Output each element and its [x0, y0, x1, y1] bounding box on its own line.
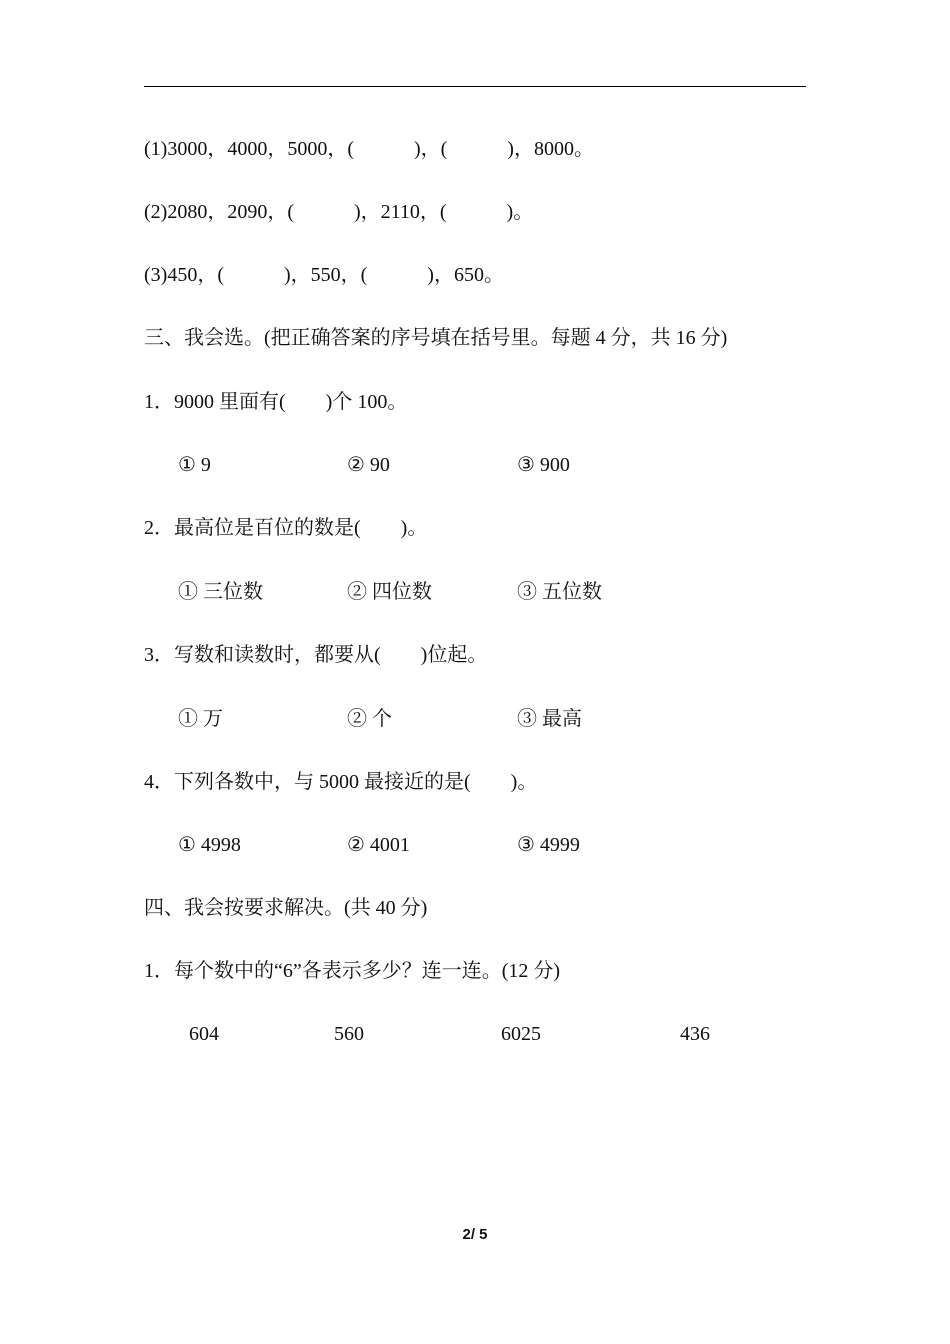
q4-option-3: ③ 4999 — [517, 834, 580, 856]
q4-option-2: ② 4001 — [347, 834, 410, 856]
q2-option-1: ① 三位数 — [178, 581, 263, 603]
q1-option-2: ② 90 — [347, 454, 390, 476]
question-3: 3．写数和读数时，都要从( )位起。 — [144, 644, 488, 666]
header-rule — [144, 86, 806, 87]
section3-heading: 三、我会选。(把正确答案的序号填在括号里。每题 4 分，共 16 分) — [144, 327, 728, 349]
q1-option-3: ③ 900 — [517, 454, 570, 476]
number-6025: 6025 — [501, 1023, 541, 1045]
q2-option-3: ③ 五位数 — [517, 581, 602, 603]
number-560: 560 — [334, 1023, 364, 1045]
number-436: 436 — [680, 1023, 710, 1045]
question-4: 4．下列各数中，与 5000 最接近的是( )。 — [144, 771, 538, 793]
page-number: 2/ 5 — [462, 1226, 488, 1243]
q4-option-1: ① 4998 — [178, 834, 241, 856]
q3-option-2: ② 个 — [347, 708, 392, 730]
section4-question-1: 1．每个数中的“6”各表示多少？连一连。(12 分) — [144, 960, 561, 982]
fill-blank-3: (3)450，( )，550，( )，650。 — [144, 264, 504, 286]
number-604: 604 — [189, 1023, 219, 1045]
q2-option-2: ② 四位数 — [347, 581, 432, 603]
fill-blank-2: (2)2080，2090，( )，2110，( )。 — [144, 201, 534, 223]
q3-option-3: ③ 最高 — [517, 708, 582, 730]
section4-heading: 四、我会按要求解决。(共 40 分) — [144, 897, 428, 919]
q3-option-1: ① 万 — [178, 708, 223, 730]
question-1: 1．9000 里面有( )个 100。 — [144, 391, 408, 413]
question-2: 2．最高位是百位的数是( )。 — [144, 517, 428, 539]
q1-option-1: ① 9 — [178, 454, 211, 476]
fill-blank-1: (1)3000，4000，5000，( )，( )，8000。 — [144, 138, 594, 160]
